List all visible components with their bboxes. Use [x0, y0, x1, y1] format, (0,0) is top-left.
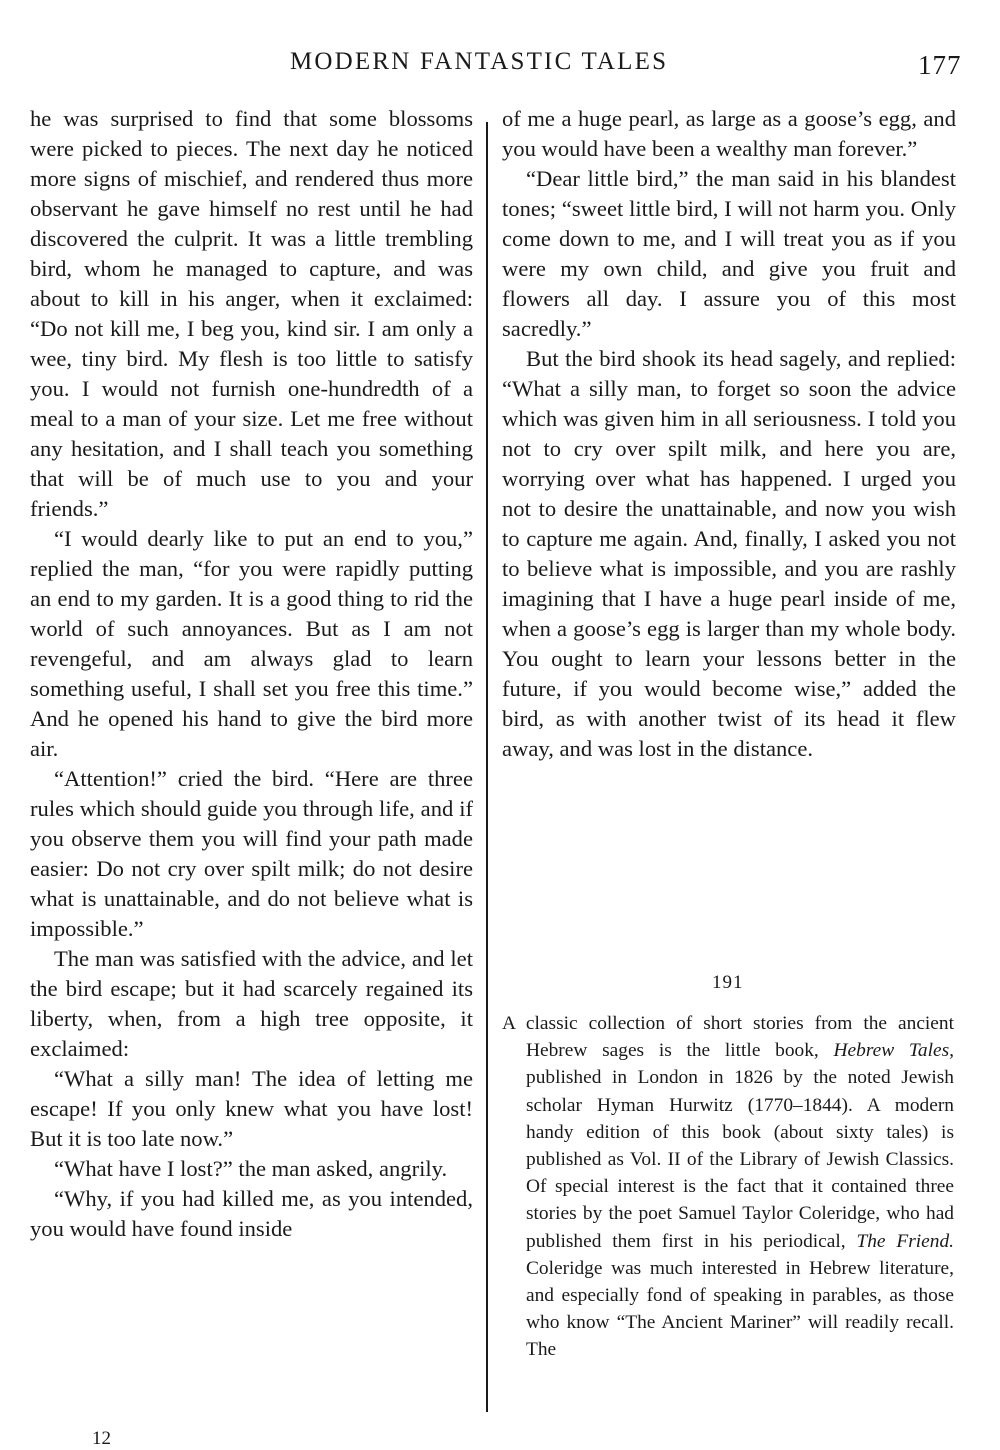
paragraph: “What have I lost?” the man asked, angrily.	[54, 1156, 448, 1181]
periodical-title: The Friend.	[856, 1230, 954, 1252]
paragraph: “I would dearly like to put an end to you,” replied the man, “for you were rapidly putting an end to my garden. It is a good thing to rid the world of such annoyances. But as I am not revengeful, and am always glad to learn something useful, I shall set you free this time.” And he opened his hand to give the bird more air.	[30, 526, 473, 761]
right-column	[502, 104, 956, 764]
folio-fragment: 12	[92, 1428, 111, 1449]
page-number: 177	[918, 50, 962, 80]
paragraph: But the bird shook its head sagely, and replied: “What a silly man, to forget so soon the advice which was given him in all seriousness. I told you not to cry over spilt milk, and here you are, worrying over what has happened. I urged you not to desire the unattainable, and now you wish to capture me again. And, finally, I asked you not to believe what is impossible, and you are rashly imagining that I have a huge pearl inside of me, when a goose’s egg is larger than my whole body. You ought to learn your lessons better in the future, if you would become wise,” added the bird, as with another twist of its head it flew away, and was lost in the distance.	[502, 346, 956, 761]
book-title: Hebrew Tales,	[833, 1040, 954, 1062]
paragraph: “Attention!” cried the bird. “Here are three rules which should guide you through life, and if you observe them you will find your path made easier: Do not cry over spilt milk; do not desire what is unattainable, and do not believe what is impossible.”	[30, 766, 473, 941]
column-divider	[486, 122, 488, 1412]
note-number: 191	[712, 972, 744, 993]
paragraph: he was surprised to find that some blossoms were picked to pieces. The next day he noticed more signs of mischief, and rendered thus more observant he gave himself no rest until he had discovered the culprit. It was a little trembling bird, whom he managed to capture, and was about to kill in his anger, when it exclaimed: “Do not kill me, I beg you, kind sir. I am only a wee, tiny bird. My flesh is too little to satisfy you. I would not furnish one-hundredth of a meal to a man of your size. Let me free without any hesitation, and I shall teach you something that will be of much use to you and your friends.”	[30, 106, 473, 521]
paragraph: “Dear little bird,” the man said in his blandest tones; “sweet little bird, I will not harm you. Only come down to me, and I will treat you as if you were my own child, and give you fruit and flowers all day. I assure you of this most sacredly.”	[502, 166, 956, 341]
paragraph: of me a huge pearl, as large as a goose’s egg, and you would have been a wealthy man forever.”	[502, 106, 956, 161]
note-text-part: A classic collection of short stories from the ancient Hebrew sages is the little book,	[502, 1013, 954, 1062]
paragraph: The man was satisfied with the advice, and let the bird escape; but it had scarcely regained its liberty, when, from a high tree opposite, it exclaimed:	[30, 946, 473, 1061]
paragraph: “What a silly man! The idea of letting me escape! If you only knew what you have lost! But it is too late now.”	[30, 1066, 473, 1151]
note-text	[502, 1010, 954, 1364]
note-text-part: Coleridge was much interested in Hebrew literature, and especially fond of speaking in parables, as those who know “The Ancient Mariner” will readily recall. The	[526, 1257, 954, 1361]
paragraph: “Why, if you had killed me, as you intended, you would have found inside	[30, 1186, 473, 1241]
left-column	[30, 104, 473, 1244]
running-head: MODERN FANTASTIC TALES	[290, 48, 669, 75]
note-text-part: published in London in 1826 by the noted Jewish scholar Hyman Hurwitz (1770–1844). A modern handy edition of this book (about sixty tales) is published as Vol. II of the Library of Jewish Classics. Of special interest is the fact that it contained three stories by the poet Samuel Taylor Coleridge, who had published them first in his periodical,	[526, 1067, 954, 1252]
